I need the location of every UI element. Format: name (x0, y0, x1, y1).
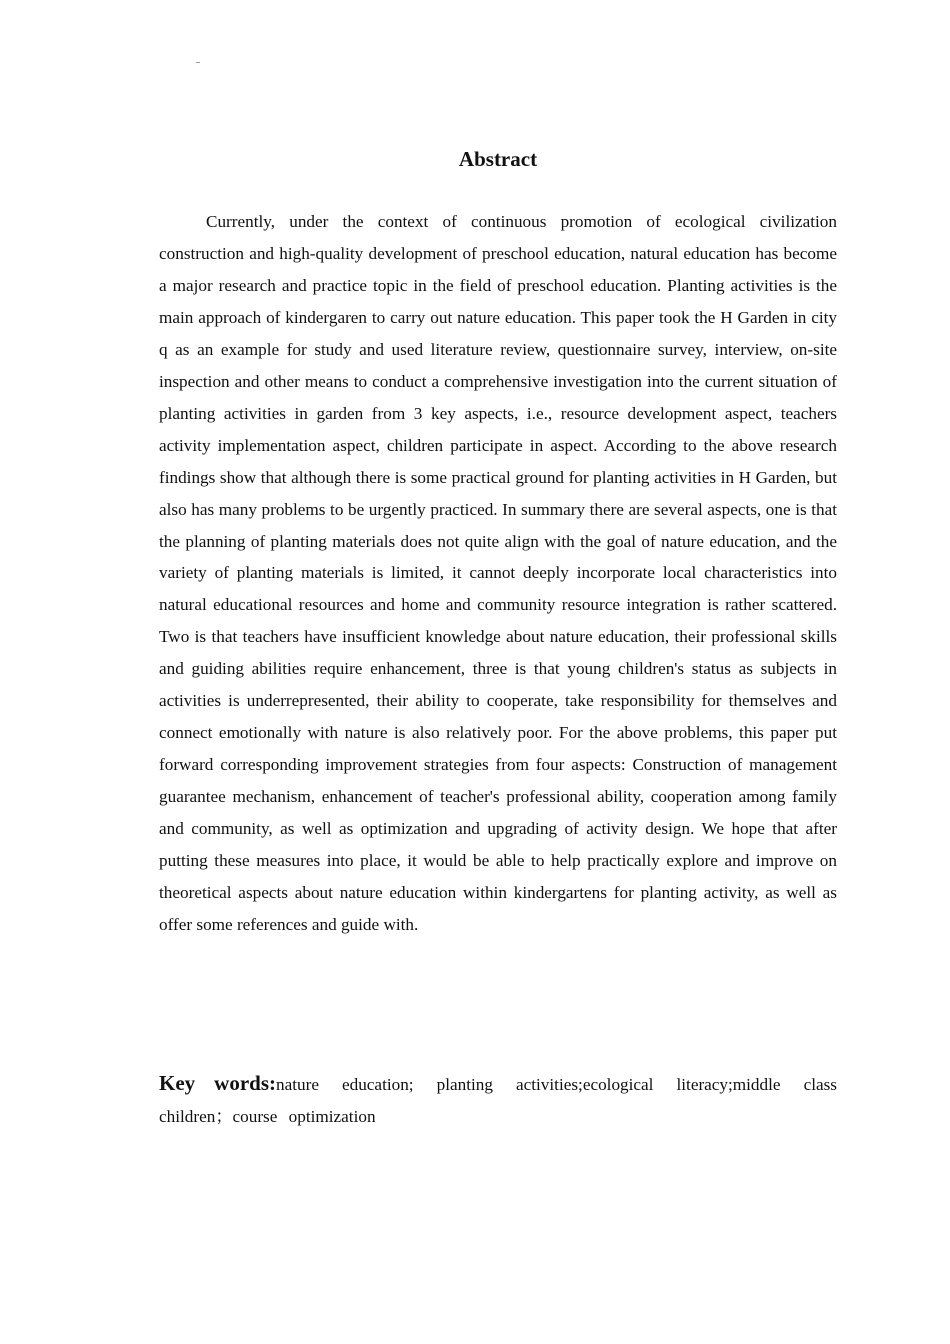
keywords-list: nature education; planting activities;ecological literacy;middle class children；course optimization (159, 1075, 837, 1126)
keywords-paragraph (159, 1067, 837, 1133)
header-mark (196, 62, 200, 63)
abstract-body: Currently, under the context of continuous promotion of ecological civilization construction and high-quality development of preschool education, natural education has become a major research and practice topic in the field of preschool education. Planting activities is the main approach of kindergaren to carry out nature education. This paper took the H Garden in city q as an example for study and used literature review, questionnaire survey, interview, on-site inspection and other means to conduct a comprehensive investigation into the current situation of planting activities in garden from 3 key aspects, i.e., resource development aspect, teachers activity implementation aspect, children participate in aspect. According to the above research findings show that although there is some practical ground for planting activities in H Garden, but also has many problems to be urgently practiced. In summary there are several aspects, one is that the planning of planting materials does not quite align with the goal of nature education, and the variety of planting materials is limited, it cannot deeply incorporate local characteristics into natural educational resources and home and community resource integration is rather scattered. Two is that teachers have insufficient knowledge about nature education, their professional skills and guiding abilities require enhancement, three is that young children's status as subjects in activities is underrepresented, their ability to cooperate, take responsibility for themselves and connect emotionally with nature is also relatively poor. For the above problems, this paper put forward corresponding improvement strategies from four aspects: Construction of management guarantee mechanism, enhancement of teacher's professional ability, cooperation among family and community, as well as optimization and upgrading of activity design. We hope that after putting these measures into place, it would be able to help practically explore and improve on theoretical aspects about nature education within kindergartens for planting activity, as well as offer some references and guide with. (159, 212, 837, 934)
abstract-title: Abstract (458, 147, 538, 171)
keywords-label: Key words: (159, 1071, 276, 1095)
